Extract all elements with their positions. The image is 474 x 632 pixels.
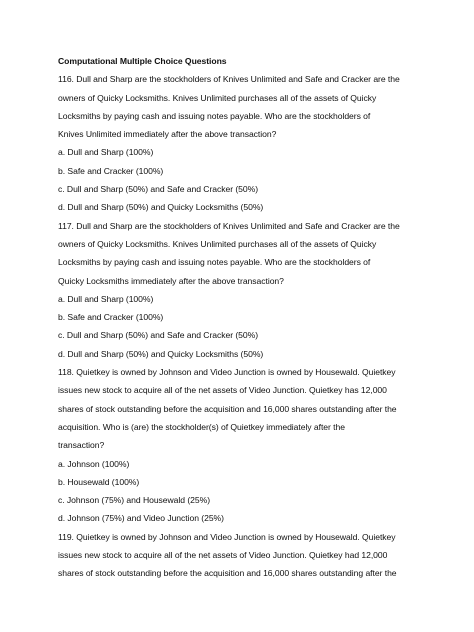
answer-option: d. Dull and Sharp (50%) and Quicky Locksmiths (50%) (58, 202, 264, 213)
answer-option: b. Safe and Cracker (100%) (58, 312, 164, 323)
text-line: issues new stock to acquire all of the net assets of Video Junction. Quietkey had 12,000 (58, 550, 388, 561)
text-line: 118. Quietkey is owned by Johnson and Video Junction is owned by Housewald. Quietkey (58, 367, 396, 378)
answer-option: a. Johnson (100%) (58, 458, 130, 469)
text-line: owners of Quicky Locksmiths. Knives Unlimited purchases all of the assets of Quicky (58, 92, 377, 103)
answer-option: b. Housewald (100%) (58, 476, 140, 487)
text-line: Locksmiths by paying cash and issuing notes payable. Who are the stockholders of (58, 257, 371, 268)
answer-option: d. Johnson (75%) and Video Junction (25%) (58, 513, 224, 524)
answer-option: a. Dull and Sharp (100%) (58, 147, 154, 158)
answer-option: d. Dull and Sharp (50%) and Quicky Locksmiths (50%) (58, 348, 264, 359)
answer-option: b. Safe and Cracker (100%) (58, 165, 164, 176)
answer-option: a. Dull and Sharp (100%) (58, 293, 154, 304)
text-line: shares of stock outstanding before the acquisition and 16,000 shares outstanding after the (58, 568, 397, 579)
text-line: Locksmiths by paying cash and issuing notes payable. Who are the stockholders of (58, 110, 371, 121)
text-line: owners of Quicky Locksmiths. Knives Unlimited purchases all of the assets of Quicky (58, 238, 377, 249)
document-body (58, 52, 418, 583)
text-line: Quicky Locksmiths immediately after the above transaction? (58, 275, 284, 286)
text-line: 117. Dull and Sharp are the stockholders of Knives Unlimited and Safe and Cracker are the (58, 220, 400, 231)
text-line: Knives Unlimited immediately after the above transaction? (58, 129, 277, 140)
answer-option: c. Dull and Sharp (50%) and Safe and Cracker (50%) (58, 184, 259, 195)
text-line: issues new stock to acquire all of the net assets of Video Junction. Quietkey has 12,000 (58, 385, 387, 396)
text-line: acquisition. Who is (are) the stockholder(s) of Quietkey immediately after the (58, 421, 345, 432)
answer-option: c. Johnson (75%) and Housewald (25%) (58, 495, 211, 506)
text-line: 116. Dull and Sharp are the stockholders of Knives Unlimited and Safe and Cracker are the (58, 74, 400, 85)
text-line: 119. Quietkey is owned by Johnson and Video Junction is owned by Housewald. Quietkey (58, 531, 396, 542)
answer-option: c. Dull and Sharp (50%) and Safe and Cracker (50%) (58, 330, 259, 341)
section-heading: Computational Multiple Choice Questions (58, 56, 227, 66)
text-line: transaction? (58, 440, 105, 451)
text-line: shares of stock outstanding before the acquisition and 16,000 shares outstanding after the (58, 403, 397, 414)
